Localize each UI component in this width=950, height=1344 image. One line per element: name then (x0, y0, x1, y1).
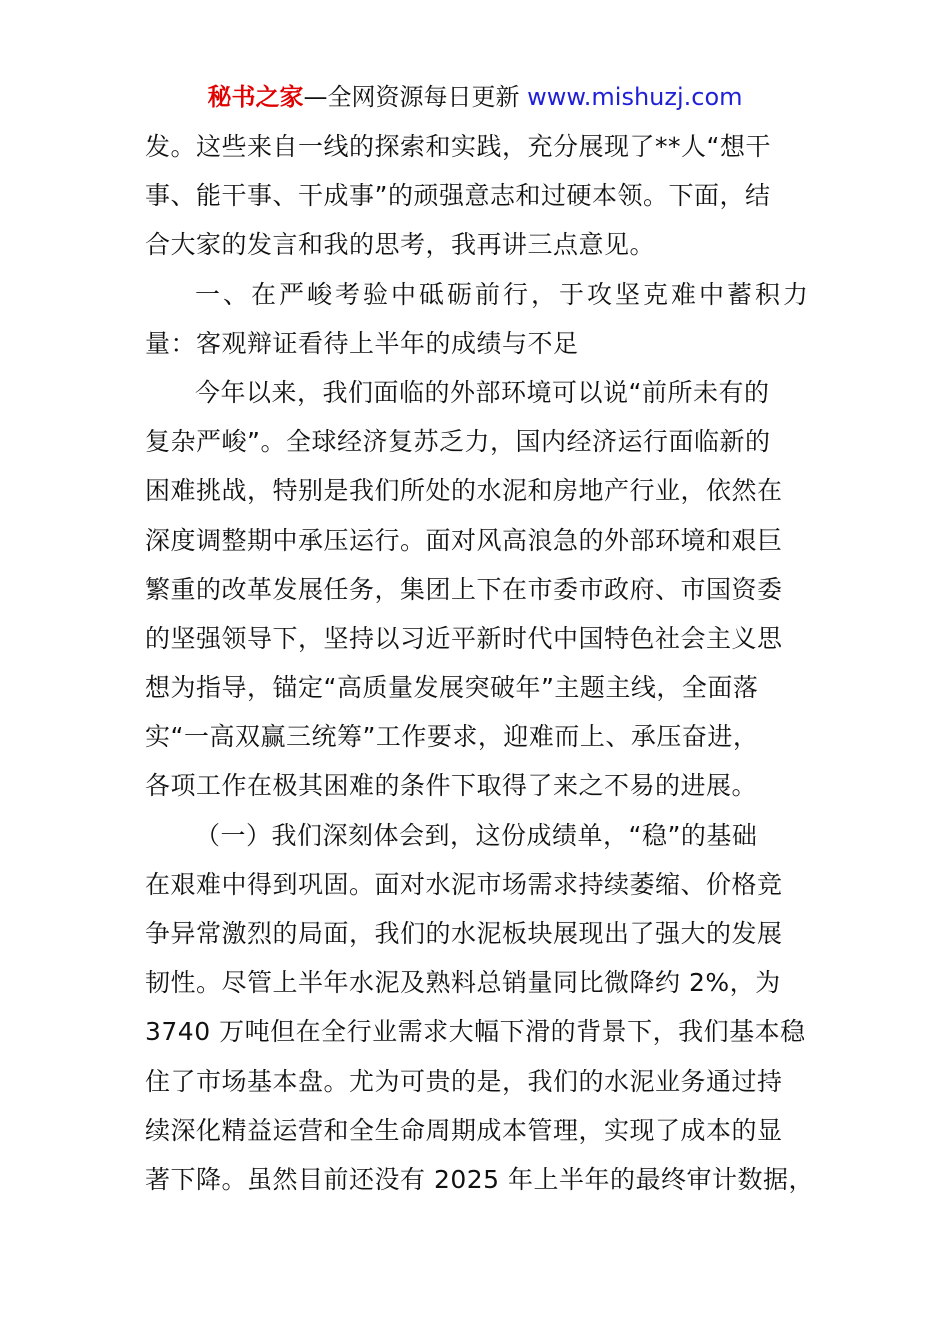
text-line: 各项工作在极其困难的条件下取得了来之不易的进展。 (145, 771, 758, 801)
subsection-heading: （一）我们深刻体会到，这份成绩单，“稳”的基础 (195, 820, 758, 850)
section-heading: 一、在严峻考验中砥砺前行，于攻坚克难中蓄积力 (195, 279, 812, 309)
text-line: 争异常激烈的局面，我们的水泥板块展现出了强大的发展 (145, 919, 783, 948)
text-line: 韧性。尽管上半年水泥及熟料总销量同比微降约 2%，为 (145, 968, 781, 998)
text-line: 续深化精益运营和全生命周期成本管理，实现了成本的显 (145, 1115, 783, 1145)
text-line: 发。这些来自一线的探索和实践，充分展现了**人“想干 (145, 132, 771, 161)
site-header (0, 80, 950, 114)
text-line: 困难挑战，特别是我们所处的水泥和房地产行业，依然在 (145, 476, 783, 506)
site-url-link[interactable]: www.mishuzj.com (527, 83, 743, 111)
text-line: 实“一高双赢三统筹”工作要求，迎难而上、承压奋进， (145, 722, 759, 752)
text-line: 繁重的改革发展任务，集团上下在市委市政府、市国资委 (145, 574, 783, 604)
text-line: 事、能干事、干成事”的顽强意志和过硬本领。下面，结 (145, 181, 771, 211)
text-line: 深度调整期中承压运行。面对风高浪急的外部环境和艰巨 (145, 525, 783, 555)
section-heading-continued: 量：客观辩证看待上半年的成绩与不足 (145, 328, 579, 358)
text-line: 合大家的发言和我的思考，我再讲三点意见。 (145, 230, 656, 260)
site-brand: 秘书之家 (207, 83, 304, 111)
text-line: 复杂严峻”。全球经济复苏乏力，国内经济运行面临新的 (145, 427, 771, 457)
text-line: 在艰难中得到巩固。面对水泥市场需求持续萎缩、价格竞 (145, 869, 783, 899)
document-body (145, 122, 815, 1204)
site-tagline: —全网资源每日更新 (303, 83, 528, 111)
text-line: 想为指导，锚定“高质量发展突破年”主题主线，全面落 (145, 673, 759, 703)
text-line: 3740 万吨但在全行业需求大幅下滑的背景下，我们基本稳 (145, 1017, 806, 1047)
text-line: 的坚强领导下，坚持以习近平新时代中国特色社会主义思 (145, 623, 783, 653)
text-line: 住了市场基本盘。尤为可贵的是，我们的水泥业务通过持 (145, 1066, 783, 1096)
paragraph-start: 今年以来，我们面临的外部环境可以说“前所未有的 (195, 377, 770, 407)
text-line: 著下降。虽然目前还没有 2025 年上半年的最终审计数据， (145, 1164, 815, 1194)
